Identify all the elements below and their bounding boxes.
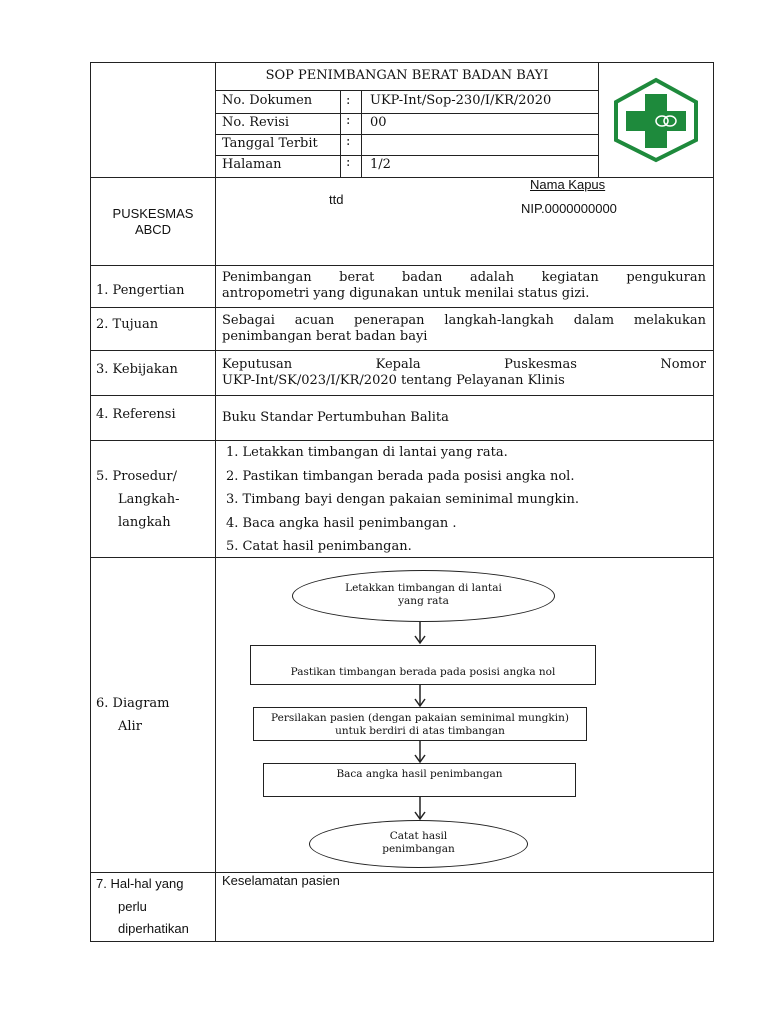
tujuan-line1: Sebagai acuan penerapan langkah-langkah dalam melakukan (222, 313, 706, 328)
hal-hal-label-line2: perlu (118, 898, 147, 914)
header-label-no-dokumen: No. Dokumen (222, 93, 313, 108)
header-value-no-dokumen: UKP-Int/Sop-230/I/KR/2020 (370, 93, 552, 108)
hal-hal-label-line3: diperhatikan (118, 921, 189, 936)
prosedur-step: 4. Baca angka hasil penimbangan . (226, 515, 457, 531)
prosedur-label-line1: 5. Prosedur/ (96, 469, 177, 484)
flowchart-end-node (309, 820, 528, 868)
section-text-tujuan (222, 313, 706, 345)
flowchart-step3-line1: Persilakan pasien (dengan pakaian seminimal mungkin) (271, 712, 569, 724)
document-title: SOP PENIMBANGAN BERAT BADAN BAYI (265, 68, 549, 83)
prosedur-step: 2. Pastikan timbangan berada pada posisi angka nol. (226, 468, 575, 484)
prosedur-label-line2: Langkah- (118, 492, 180, 507)
kebijakan-line2: UKP-Int/SK/023/I/KR/2020 tentang Pelayanan Klinis (222, 373, 565, 388)
section-label-pengertian: 1. Pengertian (96, 283, 185, 298)
section-text-kebijakan (222, 357, 706, 389)
flowchart-process-node (253, 707, 587, 741)
org-name-line1: PUSKESMAS (112, 206, 194, 221)
flowchart-step2-text: Pastikan timbangan berada pada posisi angka nol (290, 666, 556, 678)
diagram-label-line2: Alir (118, 719, 142, 734)
section-label-diagram (96, 692, 169, 738)
header-label-halaman: Halaman (222, 157, 282, 172)
header-label-no-revisi: No. Revisi (222, 115, 290, 130)
section-label-hal-hal (96, 873, 212, 941)
org-name (91, 206, 215, 238)
signature-name: Nama Kapus (530, 177, 606, 192)
signature-nip: NIP.0000000000 (521, 201, 617, 216)
header-sep: : (346, 113, 351, 128)
prosedur-steps (226, 441, 579, 559)
section-text-referensi: Buku Standar Pertumbuhan Balita (222, 410, 449, 425)
prosedur-step: 1. Letakkan timbangan di lantai yang rata. (226, 445, 508, 460)
flowchart-process-node (250, 645, 596, 685)
section-text-hal-hal: Keselamatan pasien (222, 873, 340, 888)
flowchart-start-node (292, 570, 555, 622)
pengertian-line2: antropometri yang digunakan untuk menilai status gizi. (222, 286, 590, 301)
header-value-no-revisi: 00 (370, 115, 387, 130)
section-label-tujuan: 2. Tujuan (96, 317, 159, 332)
flowchart-step3-line2: untuk berdiri di atas timbangan (335, 725, 505, 737)
section-text-pengertian (222, 270, 706, 302)
flowchart-start-line2: yang rata (398, 595, 449, 607)
kebijakan-line1: Keputusan Kepala Puskesmas Nomor (222, 357, 706, 372)
section-label-prosedur (96, 465, 179, 534)
prosedur-step: 5. Catat hasil penimbangan. (226, 539, 412, 554)
diagram-label-line1: 6. Diagram (96, 696, 170, 711)
prosedur-label-line3: langkah (118, 515, 171, 530)
prosedur-step: 3. Timbang bayi dengan pakaian seminimal mungkin. (226, 492, 580, 507)
flowchart-start-line1: Letakkan timbangan di lantai (345, 582, 502, 594)
section-label-kebijakan: 3. Kebijakan (96, 362, 178, 377)
pengertian-line1: Penimbangan berat badan adalah kegiatan pengukuran (222, 270, 706, 285)
signature-ttd: ttd (329, 192, 344, 207)
header-sep: : (346, 93, 351, 108)
header-sep: : (346, 134, 351, 149)
tujuan-line2: penimbangan berat badan bayi (222, 329, 428, 344)
section-label-referensi: 4. Referensi (96, 407, 176, 422)
header-value-halaman: 1/2 (370, 157, 391, 172)
flowchart-process-node (263, 763, 576, 797)
header-label-tanggal-terbit: Tanggal Terbit (222, 136, 318, 151)
flowchart-step4-text: Baca angka hasil penimbangan (336, 768, 503, 780)
header-sep: : (346, 155, 351, 170)
flowchart-end-line1: Catat hasil (389, 830, 448, 842)
org-name-line2: ABCD (134, 222, 172, 237)
hal-hal-label-line1: 7. Hal-hal yang (96, 876, 184, 891)
puskesmas-logo-icon (610, 76, 702, 164)
flowchart-end-line2: penimbangan (382, 843, 455, 855)
